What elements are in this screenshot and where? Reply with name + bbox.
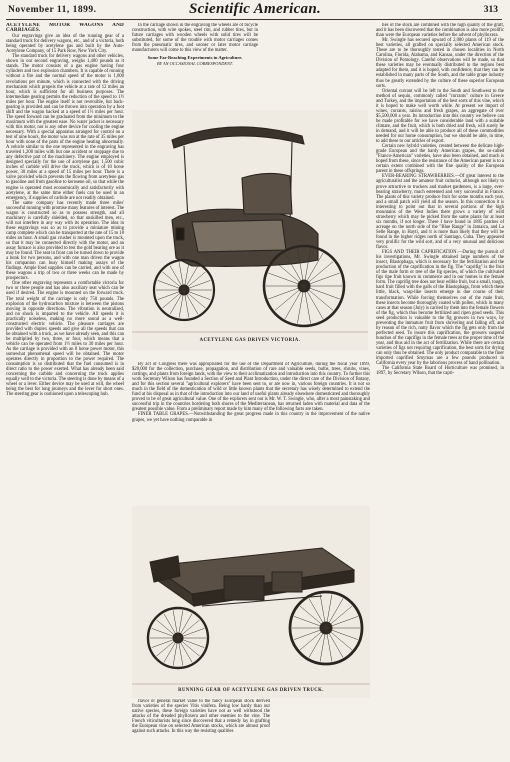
- article-byline: BY AN OCCASIONAL CORRESPONDENT.: [157, 61, 233, 67]
- issue-date: November 11, 1899.: [8, 5, 97, 15]
- paragraph: In the carriage shown in the engraving the wheels are of bicycle construction, with wire spokes, steel rim, and rubber tires, but in future carriages with wooden wheels with solid tires will be substituted, for some of the trouble with motor carriages comes from the pneumatic tires, and sooner or later motor carriage manufacturers will come to this view of the matter.: [132, 23, 258, 54]
- paragraph: One other engraving represents a comfortable victoria for two or three people and has also auxiliary seat which can be used if desired. The engine is mounted on the forward truck. The total weight of the carriage is only 750 pounds. The explosion of the hydrocarbon mixture is between the pistons moving in opposite directions. The vibration is neutralized, and no shock is imparted to the vehicle. All speeds it is practically noiseless, making no more sound as a well-constructed electric vehicle. The pleasure carriages are provided with duplex speeds and give all the speeds that can be obtained with a truck, as we have already seen, and this can be multiplied by two, three, or four, which means that a vehicle can be operated from 1½ miles to 30 miles per hour. As the carriage is provided with an 8 horse power motor, this somewhat phenomenal speed will be obtained. The motor operates directly in proportion to the power required. The consumption is so distributed that the fuel consumed is in direct ratio to the power exerted. What has already been said concerning the carbide and concerning the truck applies equally well to the victoria. The steering is done by means of a wheel or a lever. Either device may be used at will, the wheel being the best for long journeys and the lever for short ones. The steering gear is cushioned upon a telescoping hub.: [6, 281, 124, 398]
- masthead-rule: [6, 19, 502, 20]
- victoria-engraving: [132, 110, 368, 350]
- paragraph: flavor or general market value to the fancy European stock derived from varieties of the species Vitis vinifera. Being low hardy than our native species, these foreign varieties have not as well withstood the attacks of the dreaded phylloxera and other enemies to the vine. The French viticulturists long since discovered that a remedy lay in grafting the European vine on selected American stocks, which are almost proof against such attacks. In this way the resisting qualities: [132, 699, 270, 735]
- paragraph: FIGS AND THEIR CAPRIFICATION.—During the pursuit of his investigations, Mr. Swingle obtained large numbers of the insect, Blastophaga, which is necessary for the fertilization and the production of the caprification in the fig. The "caprifig" is the fruit of the male form or tree of the fig species, of which the cultivated figs ripe fruit known in commerce and in our homes is the female form. The caprifig tree does not bear edible fruit, but a small, tough, hard fruit filled with the galls of the Blastophaga, from which these little, black, wasp-like insects emerge in due course of their transformation. While forcing themselves out of the male fruit, these insects become thoroughly coated with pollen, which in many cases at that season (July) is carried by them into the female flowers of the fig, which thus become fertilized and ripen good seeds. This seed production is valuable to the fig growers in two ways, by preventing the immature fruit from shriveling and falling off, and by reason of the rich, nutty flavor which the fig gets only from the perfected seed. To insure this capriflcation, the growers suspend bunches of the caprifigs in the female trees at the proper time of the year, and thus aid in the act of fertilization. While there are certain varieties of figs not requiring caprification, the best sorts for drying can only thus be obtained. The only product comparable to the finer imported caprified Smyrnas are a few pounds produced in California every year by the laborious process of hand pollination.: [376, 250, 504, 367]
- paragraph: Our engravings give an idea of the running gear of a standard truck for delivery wagons, etc., and of a victoria, both being operated by acetylene gas and built by the Auto-Acetylene Company, of 15 Park Row, New York City.: [6, 34, 124, 55]
- paragraph: By act of Congress there was appropriated for the use of the Department of Agriculture, during the fiscal year 1899, $20,000 for the collection, purchase, propagation, and distribution of rare and valuable seeds, bulbs, trees, shrubs, vines, cuttings, and plants from foreign lands, with the view to their acclimatization and introduction into this country. To further this work Secretary Wilson has founded a Section of Seed and Plant Introduction, under the direct care of the Division of Botany, and for this section several "agricultural explorers" have been sent to, or are now in, various foreign countries. It is not so much in the field of the domestication of wild or little known plants that the secretary has wisely determined to extend the fund at his disposal as in that of the introduction into our land of useful plants already elsewhere domesticated and thoroughly proved to be of great agricultural value. One of the explorers sent out is Mr. W. T. Swingle, who, after a most painstaking and successful trip in the countries bordering both shores of the Mediterranean, has returned laden with material and data of the greatest possible value. From a preliminary report made by him many of the following facts are taken.: [132, 362, 370, 413]
- caption-victoria: ACETYLENE GAS DRIVEN VICTORIA.: [199, 338, 301, 343]
- column-middle-bottom: [132, 699, 270, 758]
- paragraph: ties of the stock are combined with the high quality of the graft, and it has been discovered that the combination is also more prolific than were the European varieties before the advent of phylloxera.: [376, 23, 504, 39]
- page-number: 313: [483, 5, 498, 15]
- paragraph: FINER TABLE GRAPES.—Notwithstanding the great progress made in this country in the improvement of the native grapes, we yet have nothing comparable in: [132, 412, 370, 423]
- paragraph: The standard truck for delivery wagons and other vehicles, shown in our second engraving, weighs 1,400 pounds as it stands. The motor consists of a gas engine having four cylinders and two explosion chambers. It is capable of running without a fire and the normal speed of the motor is 1,000 revolutions per minute, which is connected with the driving mechanism which propels the vehicle at a rate of 12 miles an hour, which is sufficient for all business purposes. The intermediate gearing permits the reduction of the speed to 1½ miles per hour. The engine itself is not reversible, but back-gearing is provided and can be thrown into operation by a foot shift and the wagon backed at a speed of 1½ miles per hour. The speed forward can be graduated from the minimum to the maximum with the greatest ease. No water jacket is necessary with this motor, nor is any other device for cooling the engine necessary. With a special apparatus arranged for control on a test of nine hours, the motor was run at the rate of 35 miles per hour with none of the parts of the engine heating abnormally. A vehicle similar to the one represented in the engraving has traveled 1,200 miles with but one accident or stoppage due to any defective part of the machinery. The engine employed is designed specially for the use of acetylene gas; 1,500 cubic inches of carbide will drive the truck, which is of 10 horse power, 30 miles at a speed of 15 miles per hour. There is a valve provided which prevents the flowing from acetylene gas to gasoline and from gasoline to kerosene oil, so that while the engine is operated most economically and satisfactorily with acetylene, at the same time either fuels can be used in an emergency, if supplies of carbide are not readily obtained.: [6, 54, 124, 201]
- article-heading-motor-wagons: ACETYLENE MOTOR WAGONS AND CARRIAGES.: [6, 23, 124, 34]
- masthead: [0, 0, 510, 20]
- illustration-truck: [132, 506, 370, 698]
- publication-title: Scientific American.: [188, 1, 322, 17]
- column-left: [6, 23, 124, 758]
- article-heading-agriculture: Some Far-Reaching Experiments in Agriculture.: [147, 55, 243, 61]
- paragraph: The same company has recently made three miles' successful running with promise many features of interest. The wagon is constructed so as to possess strength, and all machinery is carefully shielded, so that unskilled men, etc., will not interfere in any way with its operation. The idea in these engravings was so as to provide a miniature mining camp complete which can be transported at the rate of 15 to 18 miles an hour. A small gas crusher is mounted upon the truck, so that it may be connected directly with the motor, and an assay furnace is also provided to test the gold bearing ore as it may be found. The seat in front can be turned down to provide a bunk for two persons, and with one man driven the wagon his companion can busy himself making assays of the findings. Ample food supplies can be carried, and with one of these wagons a trip of two or three weeks can be made by prospectors.: [6, 200, 124, 282]
- column-right: [376, 23, 504, 758]
- paragraph: Certain new hybrid varieties, created between the delicate high-grade European and the hardy American grapes, the so-called "Franco-American" varieties, have also been obtained, and much is hoped from these, since the resistance of the American parent is to a certain extent combined with the fine quality of the European parent in these offsprings.: [376, 144, 504, 175]
- paragraph: Oriental currant will be left to the South and Southwest to the method of sequin, commonly called "currants" culture in Greece and Turkey, and the importation of the best sorts of this vine, which it is hoped to make well worth while. At present we import of wines, currants, raisins and fresh grapes, an aggregate of over $5,500,000 a year. Its introduction into this country we believe can be made profitable for we have considerable land with a suitable climate, and the fruit, which is both dried and fresh, will surely be in demand, and it will be able to produce all of these commodities needed for our home consumption, but we should be able, in time, to add these to our articles of export.: [376, 88, 504, 145]
- paragraph: The California State Board of Horticulture was promised, in 1897, by Secretary Wilson, that the capri-: [376, 366, 504, 377]
- truck-engraving: [132, 506, 370, 698]
- column-middle-top: [132, 23, 258, 111]
- paragraph: EVER-BEARING STRAWBERRIES.—Of great interest to the agriculturalist and the amateur fruit culturist, although not likely to prove attractive to truckers and market gardeners, is a large, ever-bearing strawberry, much esteemed and very successful in France. The plants of this variety produce fruit for some months each year, and a small patch will yield all the season. In this connection it is interesting to point out that in several portions of the high mountains of the West Indies there grows a variety of wild strawberry which may be picked from the same plants for at least six months, if not longer. There I have found in 1895 patches of acreage on the north side of the "Blue Range" in Jamaica, and La Selle Range, in Hayti, and it is more than likely that they will be found in the higher ridges north of Santiago, Cuba. They appeared very prolific for the wild sort, and of a very unusual and delicious flavor.: [376, 174, 504, 251]
- column-middle-mid: [132, 362, 370, 502]
- paragraph: Mr. Swingle has secured upward of 2,000 plants of 119 of the best varieties, all grafted on specially selected American stock. These are to be thoroughly tested in chosen localities in North Carolina, Florida, Alabama, and Kansas, under the direction of the Division of Pomology. Careful observations will be made, so that these varieties may be eventually distributed to the regions best adapted for them, and it is hoped, with confidence, that they can be established in many parts of the South, and the table grape industry thus be greatly extended by the culture of these superior European sorts.: [376, 38, 504, 89]
- illustration-victoria: [132, 110, 368, 350]
- caption-truck: RUNNING GEAR OF ACETYLENE GAS DRIVEN TRUCK.: [178, 688, 324, 693]
